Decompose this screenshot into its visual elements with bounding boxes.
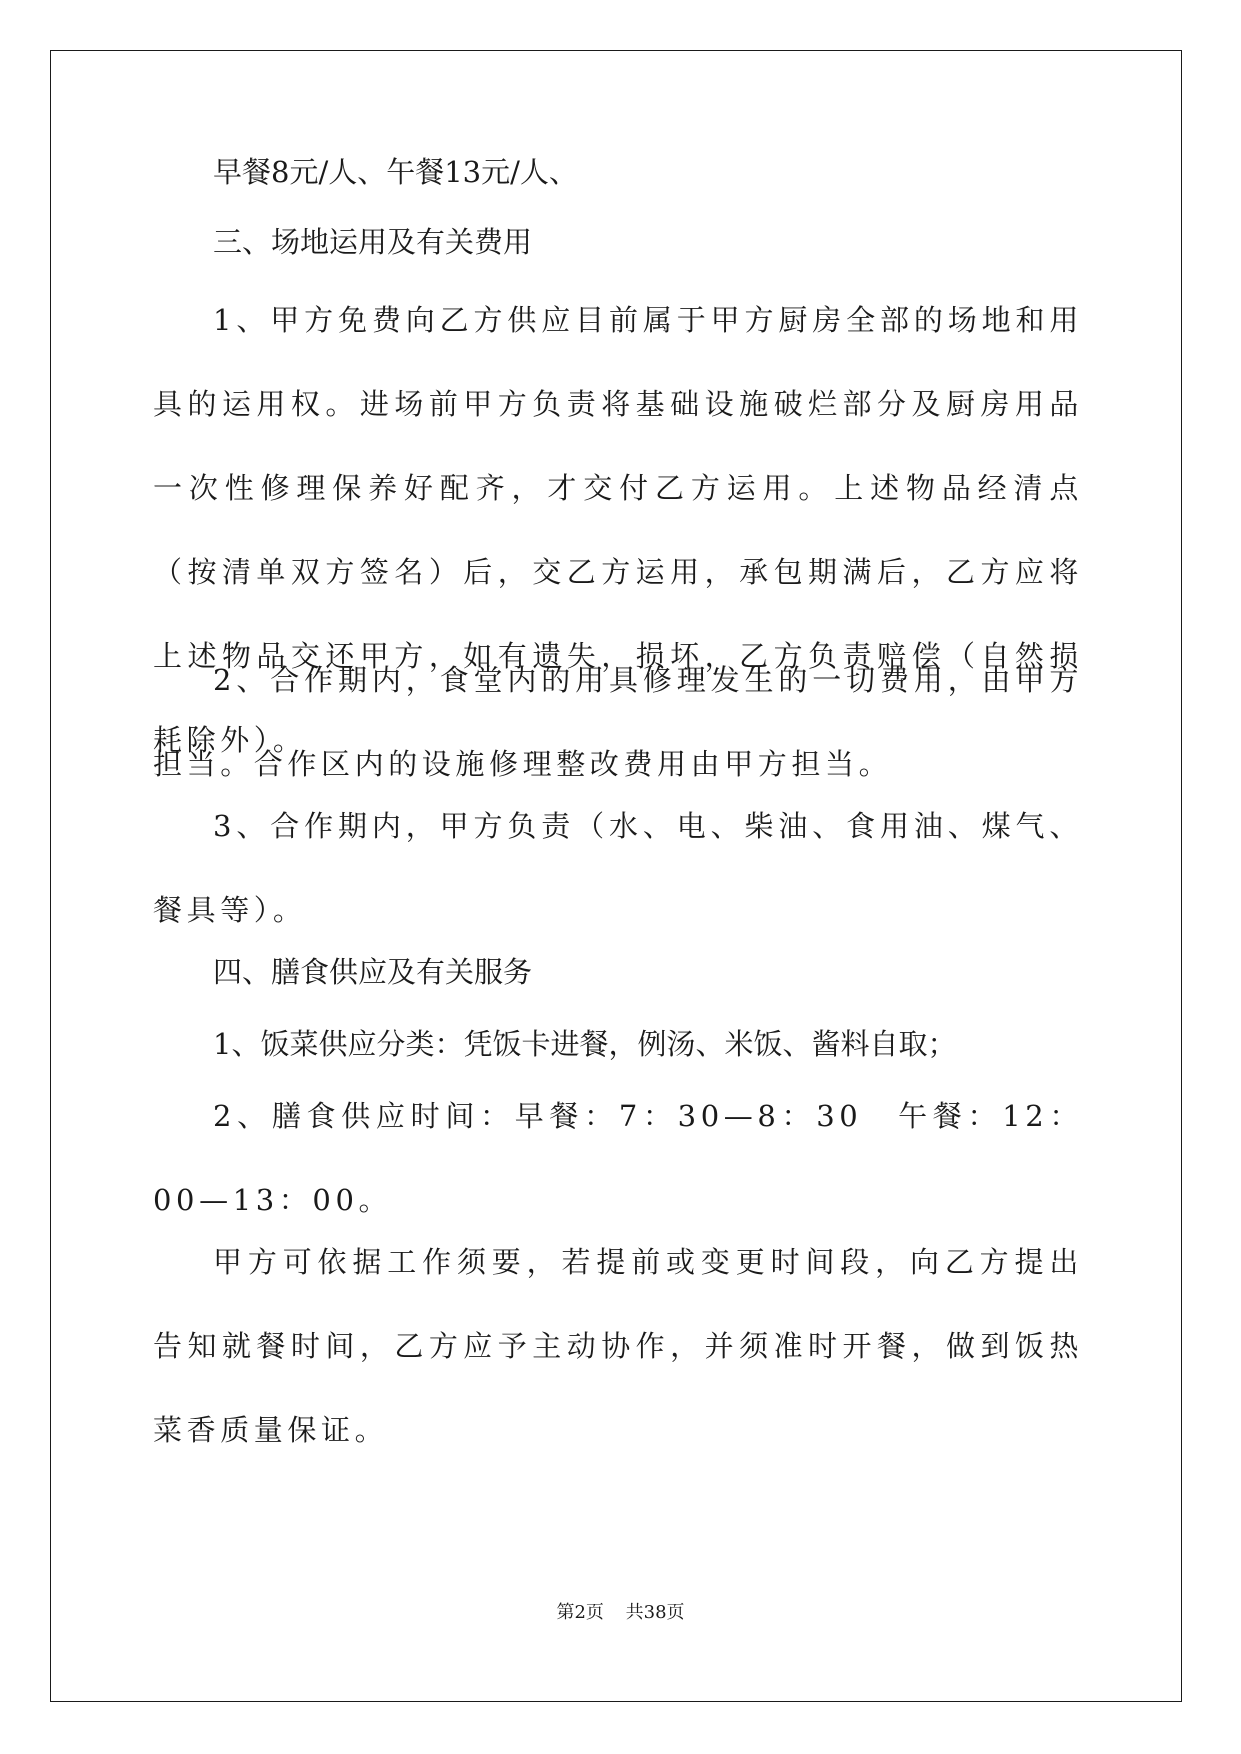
- paragraph-venue-2: 2、合作期内，食堂内的用具修理发生的一切费用，由甲方担当。合作区内的设施修理整改费用由甲方担当。: [153, 663, 1083, 781]
- page-footer: [0, 1598, 1241, 1624]
- paragraph-meal-price: 早餐8元/人、午餐13元/人、: [213, 155, 578, 189]
- paragraph-meals-1: 1、饭菜供应分类：凭饭卡进餐，例汤、米饭、酱料自取；: [213, 1027, 957, 1061]
- paragraph-meals-3: 甲方可依据工作须要，若提前或变更时间段，向乙方提出告知就餐时间，乙方应予主动协作，并须准时开餐，做到饭热菜香质量保证。: [153, 1245, 1083, 1447]
- paragraph-venue-3: 3、合作期内，甲方负责（水、电、柴油、食用油、煤气、餐具等）。: [153, 809, 1083, 927]
- paragraph-meals-2: 2、膳食供应时间：早餐：7：30—8：30 午餐：12：00—13：00。: [153, 1099, 1083, 1217]
- page-total: 共38页: [625, 1602, 685, 1623]
- paragraph-venue-1: 1、甲方免费向乙方供应目前属于甲方厨房全部的场地和用具的运用权。进场前甲方负责将基础设施破烂部分及厨房用品一次性修理保养好配齐，才交付乙方运用。上述物品经清点（按清单双方签名）后，交乙方运用，承包期满后，乙方应将上述物品交还甲方，如有遗失，损坏，乙方负责赔偿（自然损耗除外）。: [153, 303, 1083, 757]
- section-heading-meals: 四、膳食供应及有关服务: [213, 955, 533, 989]
- section-heading-venue: 三、场地运用及有关费用: [213, 225, 533, 259]
- page-number: 第2页: [556, 1602, 604, 1623]
